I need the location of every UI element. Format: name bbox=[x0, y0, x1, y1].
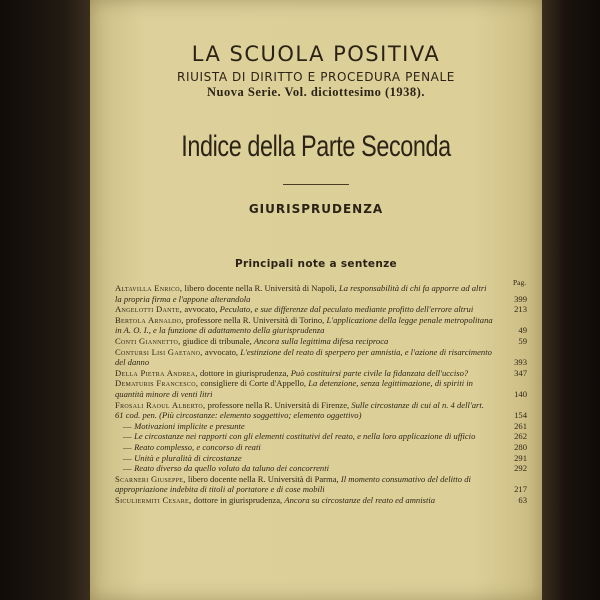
entry-text bbox=[115, 378, 533, 399]
page-number: 393 bbox=[514, 357, 527, 368]
author-description: consigliere di Corte d'Appello, bbox=[200, 378, 307, 389]
journal-series: Nuova Serie. Vol. diciottesimo (1938). bbox=[207, 85, 425, 99]
index-entry bbox=[115, 474, 533, 495]
index-entry bbox=[115, 463, 533, 474]
author-name: — bbox=[123, 431, 132, 442]
author-name: Conti Giannetto, bbox=[115, 335, 181, 346]
entry-text bbox=[115, 368, 533, 379]
note-title: Può costituirsi parte civile la fidanzata dell'ucciso? bbox=[290, 367, 469, 378]
page-number: 154 bbox=[514, 410, 527, 421]
author-name: — bbox=[123, 452, 132, 463]
entry-text bbox=[115, 431, 533, 442]
index-entry bbox=[115, 421, 533, 432]
author-name: Contursi Lisi Gaetano, bbox=[115, 346, 203, 357]
author-description: professore nella R. Università di Firenze, bbox=[207, 399, 350, 410]
entry-text bbox=[115, 400, 533, 421]
page-number: 213 bbox=[514, 304, 527, 315]
entry-text bbox=[115, 495, 533, 506]
entry-text bbox=[115, 421, 533, 432]
note-title: Le circostanze nei rapporti con gli elementi costitutivi del reato, e nella loro applicazione di ufficio bbox=[134, 431, 476, 442]
entry-text bbox=[115, 315, 533, 336]
index-entry bbox=[115, 283, 533, 304]
page-title: Indice della Parte Seconda bbox=[181, 130, 451, 163]
page-number: 59 bbox=[518, 335, 527, 346]
author-description: libero docente nella R. Università di Napoli, bbox=[184, 283, 337, 293]
index-entry bbox=[115, 304, 533, 315]
index-entry bbox=[115, 378, 533, 399]
entry-text bbox=[115, 304, 533, 315]
index-entry bbox=[115, 431, 533, 442]
index-entry bbox=[115, 495, 533, 506]
book-edge-shadow bbox=[542, 0, 600, 600]
page-number: 280 bbox=[514, 441, 527, 452]
index-entry bbox=[115, 315, 533, 336]
page-number: 292 bbox=[514, 463, 527, 474]
page-number: 63 bbox=[518, 494, 527, 505]
author-description: professore nella R. Università di Torino, bbox=[185, 314, 325, 325]
author-description: libero docente nella R. Università di Parma, bbox=[187, 473, 339, 484]
author-description: dottore in giurisprudenza, bbox=[199, 367, 289, 378]
note-title: Motivazioni implicite e presunte bbox=[134, 420, 245, 431]
index-page bbox=[90, 0, 542, 600]
author-description: dottore in giurisprudenza, bbox=[193, 494, 283, 505]
index-entry bbox=[115, 368, 533, 379]
page-column-label: Pag. bbox=[513, 278, 527, 287]
entry-text bbox=[115, 474, 533, 495]
journal-subtitle: RIUISTA DI DIRITTO E PROCEDURA PENALE bbox=[177, 70, 455, 84]
note-title: Reato diverso da quello voluto da taluno dei concorrenti bbox=[134, 463, 329, 474]
author-name: Scarneri Giuseppe, bbox=[115, 473, 186, 484]
note-title: L'estinzione del reato di sperpero per amnistia, e l'azione di risarcimento del danno bbox=[115, 346, 492, 368]
index-entry bbox=[115, 453, 533, 464]
author-name: Siculiermiti Cesare, bbox=[115, 494, 192, 505]
note-title: Peculato, e sue differenze dal peculato mediante profitto dell'errore altrui bbox=[219, 304, 474, 315]
note-title: L'applicazione della legge penale metropolitana in A. O. I., e la funzione di adattamento della giurisprudenza bbox=[115, 314, 493, 336]
author-description: giudice di tribunale, bbox=[182, 335, 252, 346]
author-name: Della Pietra Andrea, bbox=[115, 367, 198, 378]
note-title: La detenzione, senza legittimazione, di spiriti in quantità minore di venti litri bbox=[115, 378, 473, 399]
entry-text bbox=[115, 463, 533, 474]
author-name: — bbox=[123, 463, 132, 474]
title-divider bbox=[283, 184, 349, 185]
author-description: avvocato, bbox=[184, 304, 218, 315]
page-number: 262 bbox=[514, 431, 527, 442]
index-entry bbox=[115, 442, 533, 453]
journal-title: LA SCUOLA POSITIVA bbox=[191, 42, 441, 66]
entry-text bbox=[115, 347, 533, 368]
page-number: 347 bbox=[514, 367, 527, 378]
author-name: Altavilla Enrico, bbox=[115, 283, 183, 293]
index-entry bbox=[115, 336, 533, 347]
entry-text bbox=[115, 442, 533, 453]
note-title: Ancora sulla legittima difesa reciproca bbox=[253, 335, 389, 346]
note-title: Reato complesso, e concorso di reati bbox=[134, 441, 261, 452]
note-title: Il momento consumativo del delitto di appropriazione indebita di titoli al portatore e di cose mobili bbox=[115, 473, 471, 495]
author-description: avvocato, bbox=[204, 346, 239, 357]
author-name: Angelotti Dante, bbox=[115, 304, 183, 315]
section-title: GIURISPRUDENZA bbox=[248, 202, 384, 216]
author-name: — bbox=[123, 441, 132, 452]
page-number: 140 bbox=[514, 388, 527, 399]
note-title: Unità e pluralità di circostanze bbox=[134, 452, 242, 463]
index-entry bbox=[115, 347, 533, 368]
entry-text bbox=[115, 336, 533, 347]
subsection-title: Principali note a sentenze bbox=[235, 258, 397, 270]
author-name: — bbox=[123, 420, 132, 431]
note-title: Ancora su circostanze del reato ed amnistia bbox=[284, 494, 436, 505]
author-name: Dematuris Francesco, bbox=[115, 378, 199, 389]
index-entry-list bbox=[115, 283, 533, 505]
entry-text bbox=[115, 283, 533, 304]
page-number: 399 bbox=[514, 293, 527, 304]
page-number: 291 bbox=[514, 452, 527, 463]
note-title: La responsabilità di chi fa apporre ad altri la propria firma e l'appone alterandola bbox=[115, 283, 487, 304]
page-number: 49 bbox=[518, 325, 527, 336]
page-number: 261 bbox=[514, 420, 527, 431]
index-entry bbox=[115, 400, 533, 421]
page-number: 217 bbox=[514, 484, 527, 495]
entry-text bbox=[115, 453, 533, 464]
note-title: Sulle circostanze di cui al n. 4 dell'art. 61 cod. pen. (Più circostanze: elemento soggettivo; elemento oggettivo) bbox=[115, 399, 484, 421]
author-name: Frosali Raoul Alberto, bbox=[115, 399, 206, 410]
book-spine-shadow bbox=[0, 0, 90, 600]
author-name: Bertola Arnaldo, bbox=[115, 314, 184, 325]
